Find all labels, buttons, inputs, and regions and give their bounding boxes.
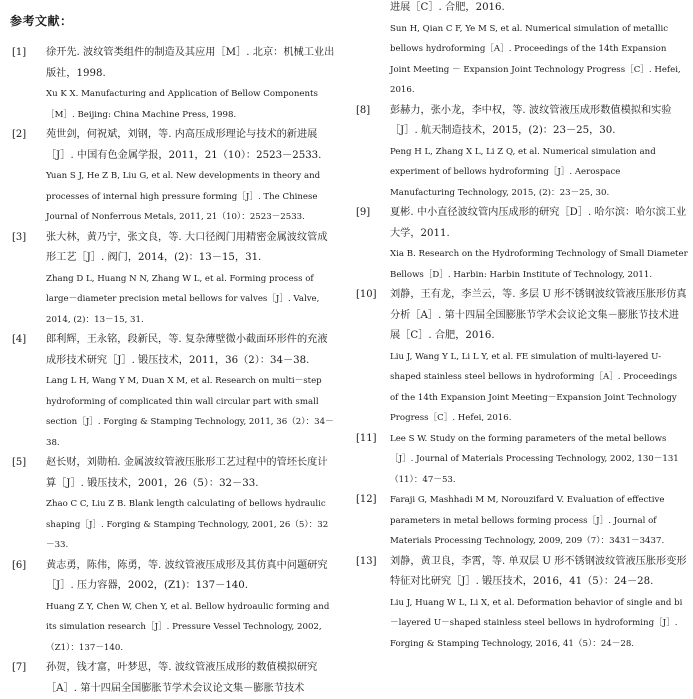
reference-number: [1]: [12, 47, 27, 58]
reference-chinese-text: 苑世剑，何祝斌，刘钢，等. 内高压成形理论与技术的新进展［J］. 中国有色金属学报，2011，21（10）：2523－2533.: [46, 129, 322, 161]
reference-body: [46, 330, 336, 453]
reference-number: [9]: [356, 207, 371, 218]
reference-english-text: Liu J, Wang Y L, Li L Y, et al. FE simulation of multi-layered U-shaped stainless steel bellows in hydroforming［A］. Proceedings of the 14th Expansion Joint Meeting－Expansion Joint Technology Progress［C］. Hefei, 2016.: [390, 351, 678, 423]
reference-entry: [10, 330, 336, 453]
reference-column-right: [354, 0, 688, 654]
reference-body: [46, 228, 336, 331]
reference-entry: [10, 658, 336, 699]
reference-chinese-text: 刘静，王有龙，李兰云，等. 多层 U 形不锈钢波纹管液压胀形仿真分析［A］. 第十四届全国膨胀节学术会议论文集－膨胀节技术进展［C］. 合肥，2016.: [390, 289, 687, 341]
reference-chinese-text: 赵长财，刘勋柏. 金属波纹管液压胀形工艺过程中的管坯长度计算［J］. 锻压技术，2001，26（5）：32－33.: [46, 457, 328, 489]
reference-number: [2]: [12, 129, 27, 140]
reference-number: [6]: [12, 559, 27, 571]
reference-english-text: Faraji G, Mashhadi M M, Norouzifard V. Evaluation of effective parameters in metal bellows forming process［J］. Journal of Materials Processing Technology, 2009, 209（7）：3431－3437.: [390, 495, 665, 546]
reference-body: [390, 490, 688, 552]
reference-entry: [10, 125, 336, 228]
reference-english-text: Zhao C C, Liu Z B. Blank length calculating of bellows hydraulic shaping［J］. Forging & Stamping Technology, 2001, 26（5）：32－33.: [46, 499, 329, 550]
reference-number: [3]: [12, 231, 27, 243]
reference-english-text: Peng H L, Zhang X L, Li Z Q, et al. Numerical simulation and experiment of bellows hydroforming［J］. Aerospace Manufacturing Technology, 2015, (2)：23－25, 30.: [390, 146, 656, 198]
reference-body: [390, 429, 688, 491]
reference-chinese-text: 彭赫力，张小龙，李中权，等. 波纹管液压成形数值模拟和实验［J］. 航天制造技术，2015，(2)：23－25，30.: [390, 104, 672, 136]
reference-entry: [354, 101, 688, 204]
reference-english-text: Xia B. Research on the Hydroforming Technology of Small Diameter Bellows［D］. Harbin: Harbin Institute of Technology, 2011.: [390, 249, 688, 280]
reference-body: [390, 552, 688, 655]
reference-number: [7]: [12, 662, 27, 673]
reference-number: [12]: [356, 494, 377, 505]
reference-english-text: Huang Z Y, Chen W, Chen Y, et al. Bellow hydroaulic forming and its simulation research［J］. Pressure Vessel Technology, 2002,（Z1）：137－140.: [46, 601, 330, 653]
reference-body: [46, 43, 336, 125]
reference-entry: [354, 490, 688, 552]
reference-chinese-text: 进展［C］. 合肥，2016.: [390, 2, 505, 13]
reference-body: [46, 125, 336, 228]
reference-chinese-text: 张大林，黄乃宁，张文良，等. 大口径阀门用精密金属波纹管成形工艺［J］. 阀门，2014，(2)：13－15，31.: [46, 231, 328, 263]
reference-entry: [354, 203, 688, 285]
reference-chinese-text: 刘静，黄卫良，李霄，等. 单双层 U 形不锈钢波纹管液压胀形变形特征对比研究［J］. 锻压技术，2016，41（5）：24－28.: [390, 555, 687, 587]
reference-number: [11]: [356, 432, 377, 444]
reference-entry: [354, 0, 688, 101]
reference-number: [4]: [12, 334, 27, 345]
reference-english-text: Yuan S J, He Z B, Liu G, et al. New developments in theory and processes of internal high pressure forming［J］. The Chinese Journal of Nonferrous Metals, 2011, 21（10）：2523－2533.: [46, 171, 321, 222]
reference-english-text: Sun H, Qian C F, Ye M S, et al. Numerical simulation of metallic bellows hydroforming［A］. Proceedings of the 14th Expansion Joint Meeting － Expansion Joint Technology Progress［C］. Hefei, 2016.: [390, 23, 681, 95]
reference-entry: [10, 43, 336, 125]
reference-number: [8]: [356, 104, 371, 116]
reference-column-left: [10, 43, 336, 699]
reference-english-text: Lee S W. Study on the forming parameters of the metal bellows［J］. Journal of Materials Processing Technology, 2002, 130－131（11）：47－53.: [390, 433, 679, 485]
reference-body: [390, 101, 688, 204]
reference-number: [5]: [12, 457, 27, 468]
reference-english-text: Xu K X. Manufacturing and Application of Bellow Components［M］. Beijing: China Machine Press, 1998.: [46, 89, 318, 120]
reference-body: [46, 556, 336, 659]
reference-english-text: Lang L H, Wang Y M, Duan X M, et al. Research on multi－step hydroforming of complicated thin wall circular part with small section［J］. Forging & Stamping Technology, 2011, 36（2）：34－38.: [46, 376, 334, 448]
reference-body: [46, 658, 336, 699]
reference-entry: [354, 429, 688, 491]
reference-entry: [354, 552, 688, 655]
reference-body: [46, 453, 336, 556]
reference-chinese-text: 夏彬. 中小直径波纹管内压成形的研究［D］. 哈尔滨：哈尔滨工业大学，2011.: [390, 207, 687, 239]
reference-chinese-text: 黄志勇，陈伟，陈勇，等. 波纹管液压成形及其仿真中问题研究［J］. 压力容器，2002，(Z1)：137－140.: [46, 559, 328, 591]
reference-number: [10]: [356, 289, 377, 300]
reference-english-text: Zhang D L, Huang N N, Zhang W L, et al. Forming process of large－diameter precision metal bellows for valves［J］. Valve, 2014, (2)：13－15, 31.: [46, 273, 320, 325]
reference-number: [13]: [356, 555, 377, 567]
reference-english-text: Liu J, Huang W L, Li X, et al. Deformation behavior of single and bi－layered U－shaped stainless steel bellows in hydroforming［J］. Forging & Stamping Technology, 2016, 41（5）：24－28.: [390, 597, 683, 649]
reference-chinese-text: 郎利辉，王永铭，段新民，等. 复杂薄壁微小截面环形件的充液成形技术研究［J］. 锻压技术，2011，36（2）：34－38.: [46, 334, 328, 366]
reference-chinese-text: 徐开先. 波纹管类组件的制造及其应用［M］. 北京：机械工业出版社，1998.: [46, 47, 335, 79]
reference-entry: [10, 453, 336, 556]
reference-body: [390, 203, 688, 285]
reference-body: [390, 285, 688, 429]
reference-number: [354, 0, 390, 101]
references-heading: 参考文献：: [10, 14, 73, 28]
reference-entry: [354, 285, 688, 429]
reference-body: [390, 0, 688, 101]
reference-chinese-text: 孙贺，钱才富，叶梦思，等. 波纹管液压成形的数值模拟研究［A］. 第十四届全国膨胀节学术会议论文集－膨胀节技术: [46, 662, 318, 694]
reference-entry: [10, 556, 336, 659]
reference-entry: [10, 228, 336, 331]
